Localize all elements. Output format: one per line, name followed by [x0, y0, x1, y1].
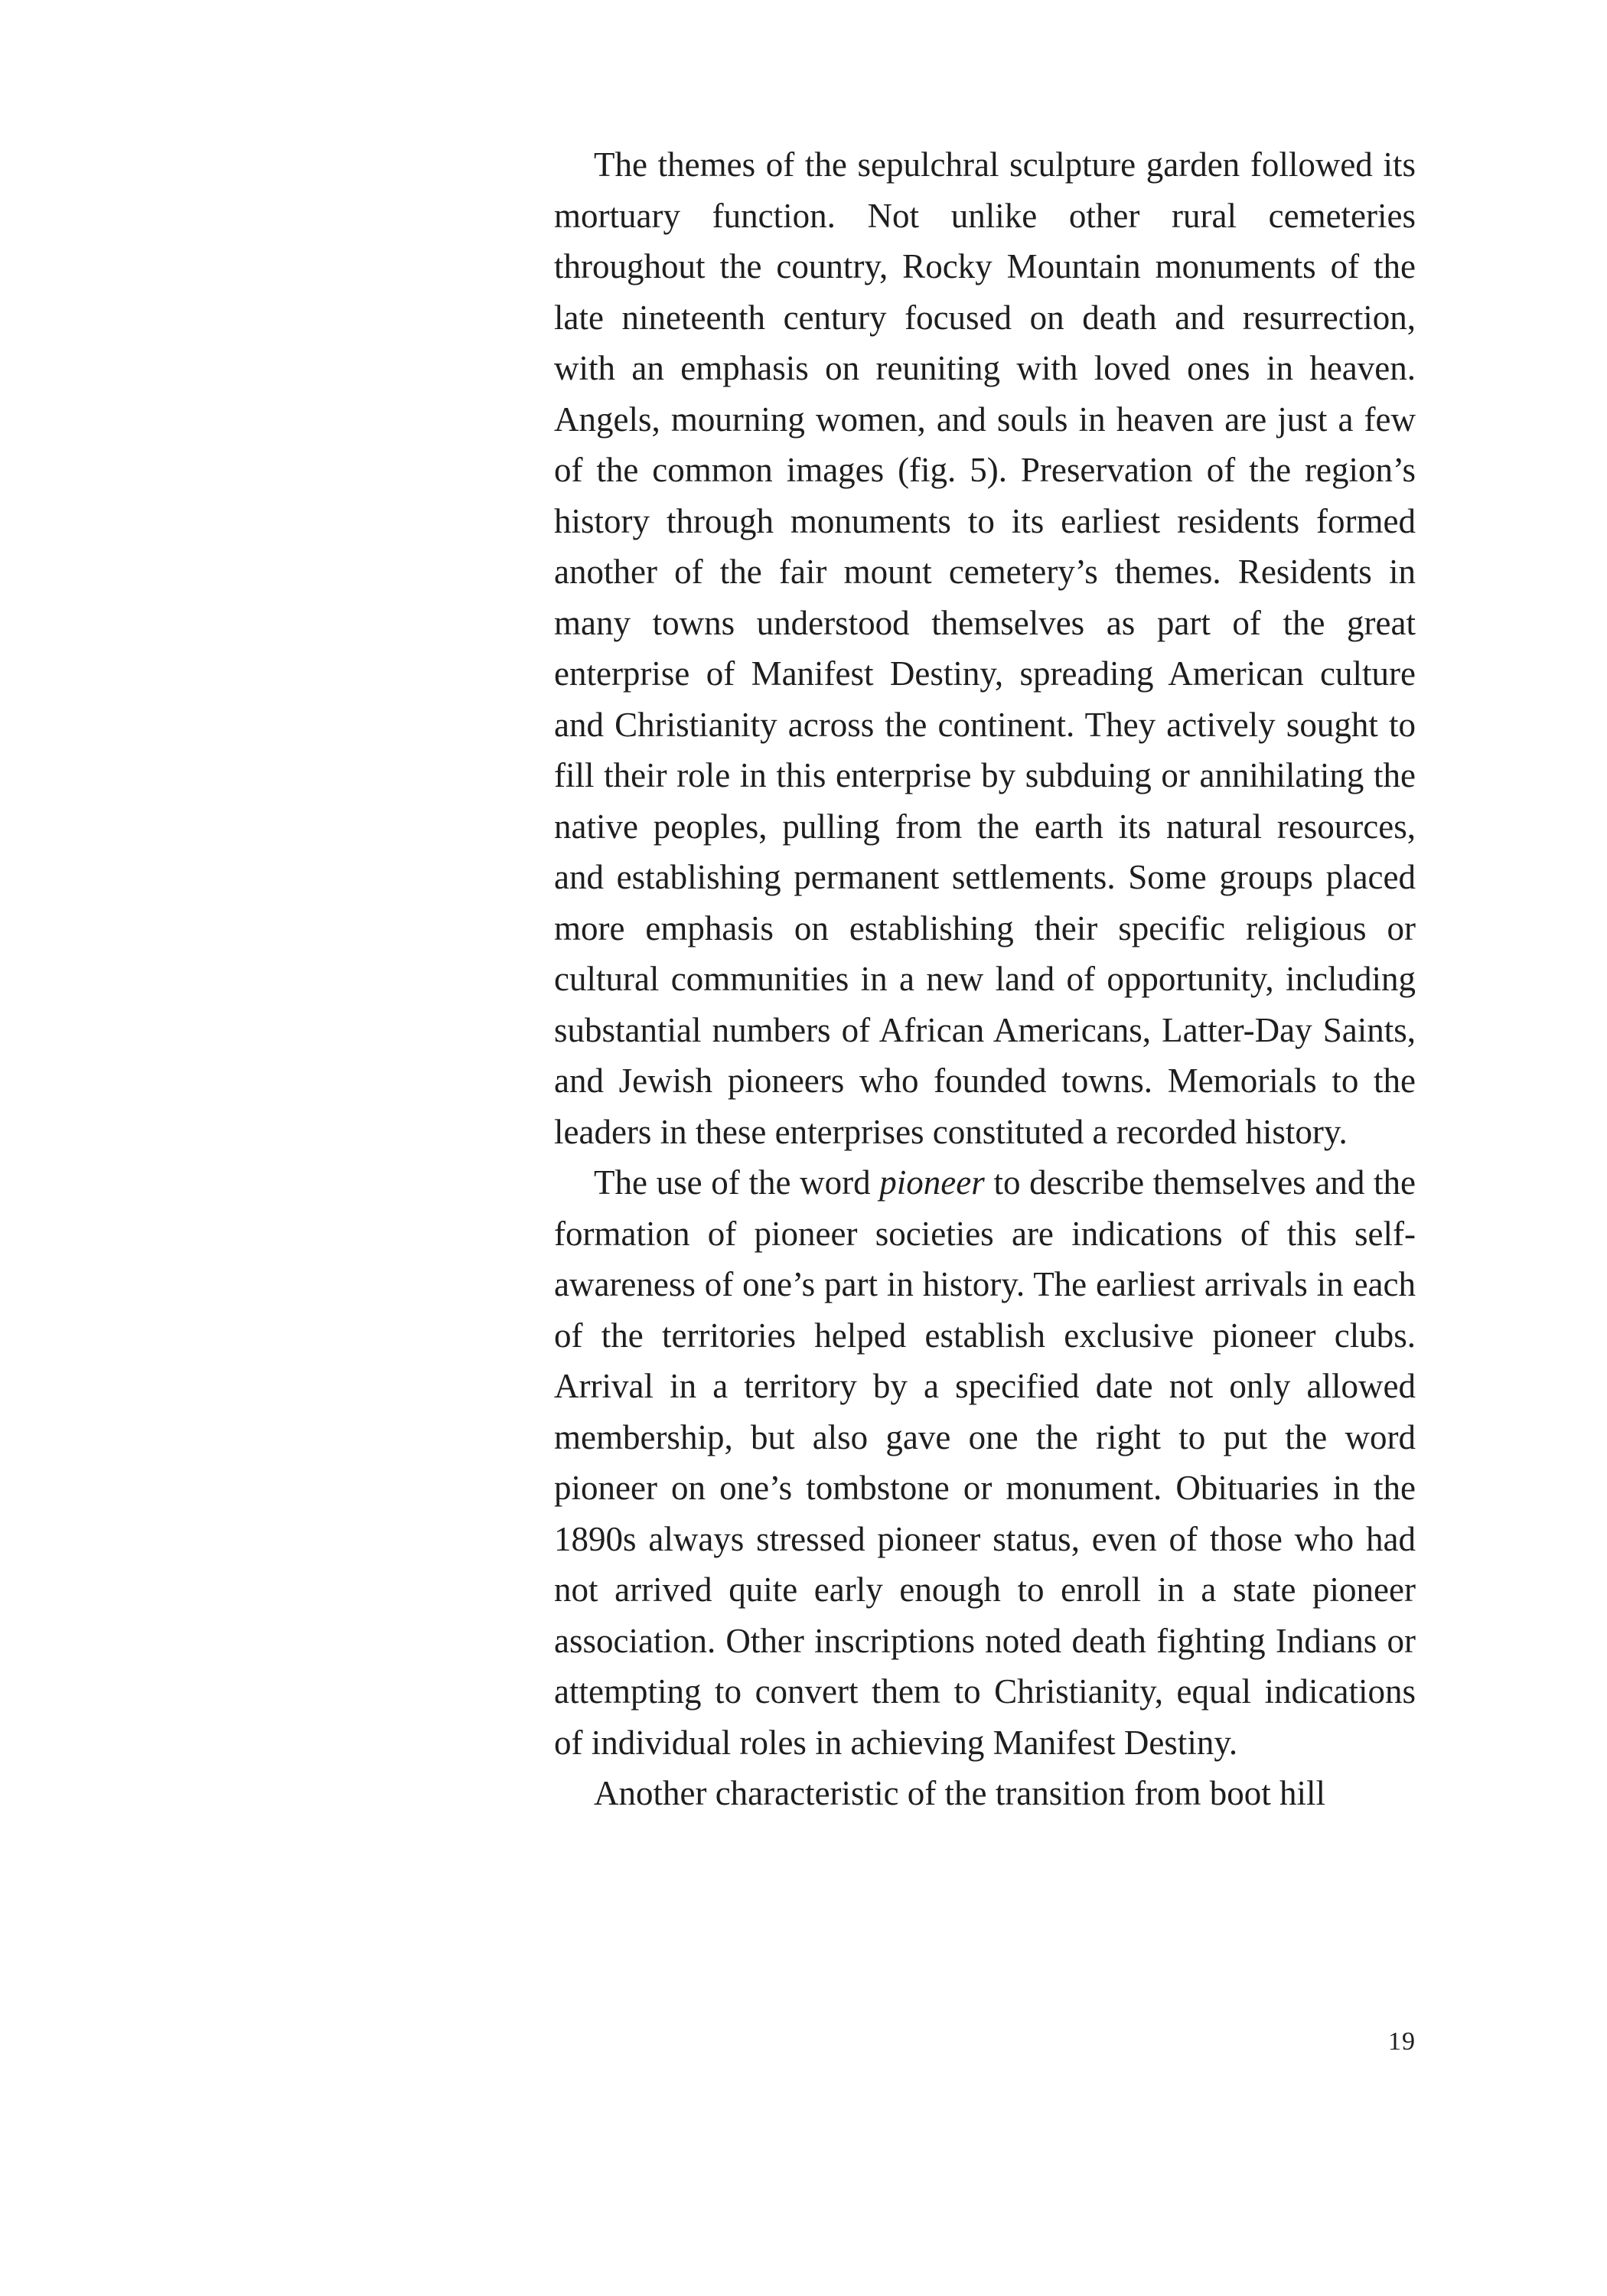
paragraph-pioneer-text-end: to describe themselves and the formation of pioneer societies are indications of this self-awareness of one’s part in history. The earliest arrivals in each of the territories helped establish exclusive pioneer clubs. Arrival in a territory by a specified date not only allowed membership, but also gave one the right to put the word pioneer on one’s tombstone or monument. Obituaries in the 1890s always stressed pioneer status, even of those who had not arrived quite early enough to enroll in a state pioneer association. Other inscriptions noted death fighting Indians or attempting to convert them to Christianity, equal indications of individual roles in achieving Manifest Destiny.	[554, 1163, 1416, 1762]
paragraph-pioneer-text-start: The use of the word	[594, 1163, 880, 1202]
body-text	[554, 139, 1416, 1819]
paragraph-sculpture-garden-themes: The themes of the sepulchral sculpture garden followed its mortuary function. Not unlike other rural cemeteries throughout the country, Rocky Mountain monuments of the late nineteenth century focused on death and resurrection, with an emphasis on reuniting with loved ones in heaven. Angels, mourning women, and souls in heaven are just a few of the common images (fig. 5). Preservation of the region’s history through monuments to its earliest residents formed another of the fair mount cemetery’s themes. Residents in many towns understood themselves as part of the great enterprise of Manifest Destiny, spreading American culture and Christianity across the continent. They actively sought to fill their role in this enterprise by subduing or annihilating the native peoples, pulling from the earth its natural resources, and establishing permanent settlements. Some groups placed more emphasis on establishing their specific religious or cultural communities in a new land of opportunity, including substantial numbers of African Americans, Latter-Day Saints, and Jewish pioneers who founded towns. Memorials to the leaders in these enterprises constituted a recorded history.	[554, 145, 1416, 1151]
paragraph-pioneer-word	[554, 1157, 1416, 1768]
paragraph-boot-hill-transition: Another characteristic of the transition from boot hill	[594, 1774, 1325, 1812]
page-number: 19	[1388, 2027, 1416, 2056]
italic-term-pioneer: pioneer	[879, 1163, 985, 1202]
